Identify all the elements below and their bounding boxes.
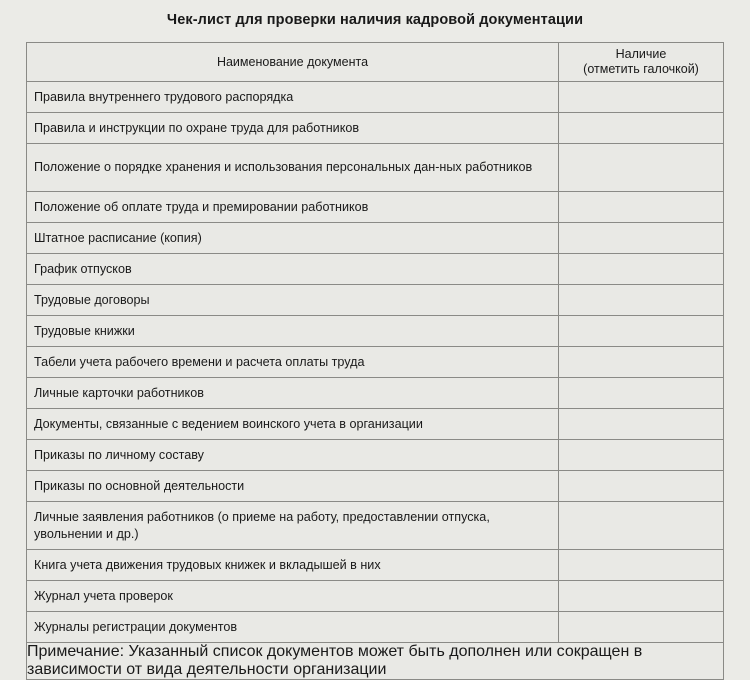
document-name-cell: Правила внутреннего трудового распорядка xyxy=(27,82,559,113)
document-name-cell: Табели учета рабочего времени и расчета оплаты труда xyxy=(27,347,559,378)
table-row xyxy=(27,113,724,144)
table-row xyxy=(27,192,724,223)
presence-checkbox-cell[interactable] xyxy=(559,550,724,581)
presence-checkbox-cell[interactable] xyxy=(559,223,724,254)
column-header-presence xyxy=(559,43,724,82)
document-name-cell: Приказы по основной деятельности xyxy=(27,471,559,502)
presence-checkbox-cell[interactable] xyxy=(559,471,724,502)
table-body xyxy=(27,82,724,643)
table-row xyxy=(27,378,724,409)
document-name-cell: Положение об оплате труда и премировании работников xyxy=(27,192,559,223)
table-row xyxy=(27,347,724,378)
presence-checkbox-cell[interactable] xyxy=(559,285,724,316)
note-text: Примечание: Указанный список документов может быть дополнен или сокращен в зависимости от вида деятельности организации xyxy=(27,643,724,680)
table-row xyxy=(27,285,724,316)
document-name-cell: Журнал учета проверок xyxy=(27,581,559,612)
presence-checkbox-cell[interactable] xyxy=(559,316,724,347)
presence-checkbox-cell[interactable] xyxy=(559,254,724,285)
table-row xyxy=(27,409,724,440)
table-row xyxy=(27,612,724,643)
table-header xyxy=(27,43,724,82)
table-footer xyxy=(27,643,724,680)
presence-checkbox-cell[interactable] xyxy=(559,82,724,113)
checklist-table xyxy=(26,42,724,680)
presence-checkbox-cell[interactable] xyxy=(559,113,724,144)
column-header-document-name: Наименование документа xyxy=(27,43,559,82)
table-row xyxy=(27,581,724,612)
table-row xyxy=(27,440,724,471)
document-name-cell: Приказы по личному составу xyxy=(27,440,559,471)
table-row xyxy=(27,502,724,550)
presence-checkbox-cell[interactable] xyxy=(559,192,724,223)
table-row xyxy=(27,316,724,347)
table-row xyxy=(27,550,724,581)
checklist-table-wrapper xyxy=(26,42,723,680)
presence-checkbox-cell[interactable] xyxy=(559,347,724,378)
document-name-cell: Правила и инструкции по охране труда для работников xyxy=(27,113,559,144)
presence-checkbox-cell[interactable] xyxy=(559,581,724,612)
table-row xyxy=(27,471,724,502)
column-header-presence-line2: (отметить галочкой) xyxy=(583,62,699,76)
table-header-row xyxy=(27,43,724,82)
document-name-cell: Книга учета движения трудовых книжек и вкладышей в них xyxy=(27,550,559,581)
document-name-cell: Штатное расписание (копия) xyxy=(27,223,559,254)
presence-checkbox-cell[interactable] xyxy=(559,612,724,643)
document-name-cell: Личные карточки работников xyxy=(27,378,559,409)
page-title: Чек-лист для проверки наличия кадровой документации xyxy=(166,12,584,28)
document-name-cell: Трудовые книжки xyxy=(27,316,559,347)
document-name-cell: Трудовые договоры xyxy=(27,285,559,316)
document-name-cell: График отпусков xyxy=(27,254,559,285)
document-name-cell: Положение о порядке хранения и использования персональных дан-ных работников xyxy=(27,144,559,192)
column-header-presence-line1: Наличие xyxy=(615,47,667,61)
presence-checkbox-cell[interactable] xyxy=(559,144,724,192)
note-row xyxy=(27,643,724,680)
table-row xyxy=(27,82,724,113)
presence-checkbox-cell[interactable] xyxy=(559,440,724,471)
presence-checkbox-cell[interactable] xyxy=(559,409,724,440)
document-name-cell: Документы, связанные с ведением воинского учета в организации xyxy=(27,409,559,440)
presence-checkbox-cell[interactable] xyxy=(559,378,724,409)
presence-checkbox-cell[interactable] xyxy=(559,502,724,550)
table-row xyxy=(27,144,724,192)
table-row xyxy=(27,254,724,285)
table-row xyxy=(27,223,724,254)
document-name-cell: Журналы регистрации документов xyxy=(27,612,559,643)
document-name-cell: Личные заявления работников (о приеме на работу, предоставлении отпуска, увольнении и др.) xyxy=(27,502,559,550)
